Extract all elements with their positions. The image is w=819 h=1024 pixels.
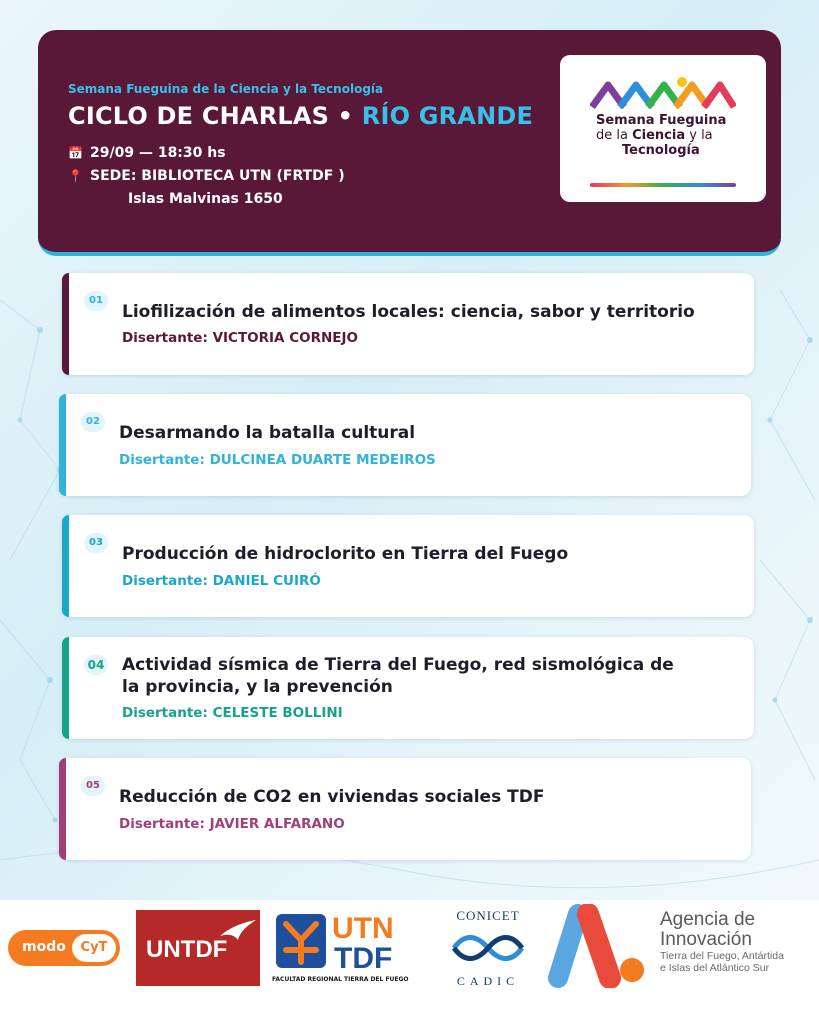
logo-line-3: Tecnología xyxy=(622,143,700,158)
card-accent-bar xyxy=(62,515,69,617)
agencia-mark-icon xyxy=(548,904,648,988)
event-venue xyxy=(68,168,345,184)
event-address: Islas Malvinas 1650 xyxy=(128,191,283,207)
untdf-logo: UNTDF xyxy=(136,910,260,986)
talk-speaker: Disertante: JAVIER ALFARANO xyxy=(119,816,345,832)
calendar-icon: 📅 xyxy=(68,146,83,160)
talk-title: Liofilización de alimentos locales: ciencia, sabor y territorio xyxy=(122,302,695,322)
card-accent-bar xyxy=(59,394,66,496)
logo-text xyxy=(596,113,736,158)
page-title xyxy=(68,102,533,130)
talk-title: Actividad sísmica de Tierra del Fuego, red sismológica de la provincia, y la prevención xyxy=(122,655,674,697)
event-subtitle: Semana Fueguina de la Ciencia y la Tecnología xyxy=(68,82,384,96)
talk-speaker: Disertante: VICTORIA CORNEJO xyxy=(122,330,359,346)
logo-line-2: de la Ciencia y la xyxy=(596,128,713,143)
event-date xyxy=(68,145,226,161)
card-accent-bar xyxy=(59,758,66,860)
talk-number: 04 xyxy=(84,655,108,675)
talk-speaker: Disertante: DULCINEA DUARTE MEDEIROS xyxy=(119,452,436,468)
talk-number: 03 xyxy=(84,533,108,553)
talk-card-4 xyxy=(62,637,754,739)
header-banner xyxy=(38,30,781,256)
title-main: CICLO DE CHARLAS • xyxy=(68,102,362,130)
talk-card-2 xyxy=(59,394,751,496)
card-accent-bar xyxy=(62,637,69,739)
talk-title: Reducción de CO2 en viviendas sociales TDF xyxy=(119,787,545,807)
location-pin-icon: 📍 xyxy=(68,169,83,183)
agencia-innovacion-logo xyxy=(548,904,808,994)
talk-card-3 xyxy=(62,515,754,617)
agencia-subtitle: Tierra del Fuego, Antártida e Islas del Atlántico Sur xyxy=(660,950,784,974)
talk-number: 05 xyxy=(81,776,105,796)
talk-title: Desarmando la batalla cultural xyxy=(119,423,416,443)
talk-speaker: Disertante: DANIEL CUIRÓ xyxy=(122,573,321,589)
talk-number: 02 xyxy=(81,412,105,432)
talk-card-1 xyxy=(62,273,754,375)
talk-title: Producción de hidroclorito en Tierra del Fuego xyxy=(122,544,569,564)
logo-color-strip xyxy=(590,183,736,187)
venue-text: SEDE: BIBLIOTECA UTN (FRTDF ) xyxy=(90,168,345,184)
talk-speaker: Disertante: CELESTE BOLLINI xyxy=(122,705,343,721)
sponsors-footer xyxy=(0,900,819,1024)
logo-line-1: Semana Fueguina xyxy=(596,113,727,128)
card-accent-bar xyxy=(62,273,69,375)
event-logo xyxy=(560,55,766,202)
logo-mountains-icon xyxy=(590,77,736,113)
modo-cyt-logo: modo CyT xyxy=(8,930,120,966)
talk-card-5 xyxy=(59,758,751,860)
date-text: 29/09 — 18:30 hs xyxy=(90,145,226,161)
conicet-wave-icon xyxy=(450,930,526,966)
title-city: RÍO GRANDE xyxy=(361,102,534,130)
bird-icon xyxy=(218,918,258,942)
talk-number: 01 xyxy=(84,291,108,311)
conicet-cadic-logo: CONICET CADIC xyxy=(440,908,536,988)
agencia-title: Agencia de Innovación xyxy=(660,909,756,950)
utn-tdf-logo: UTN TDF FACULTAD REGIONAL TIERRA DEL FUEGO xyxy=(272,912,409,983)
utn-emblem-icon xyxy=(272,910,330,972)
